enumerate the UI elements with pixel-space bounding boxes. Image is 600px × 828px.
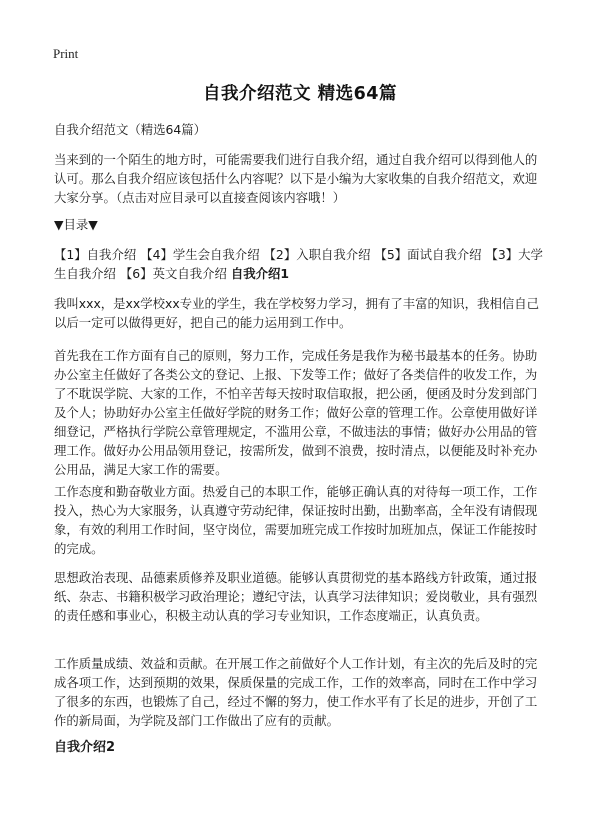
paragraph: 我叫xxx，是xx学校xx专业的学生，我在学校努力学习，拥有了丰富的知识，我相信自己以后一定可以做得更好，把自己的能力运用到工作中。 bbox=[54, 296, 540, 330]
table-of-contents bbox=[54, 245, 548, 283]
toc-item-3[interactable]: 【3】大学生自我介绍 bbox=[54, 247, 543, 281]
page-title: 自我介绍范文 精选64篇 bbox=[203, 84, 397, 104]
paragraph: 工作质量成绩、效益和贡献。在开展工作之前做好个人工作计划，有主次的先后及时的完成各项工作，达到预期的效果，保质保量的完成工作，工作的效率高，同时在工作中学习了很多的东西，也锻炼了自己，经过不懈的努力，使工作水平有了长足的进步，开创了工作的新局面，为学院及部门工作做出了应有的贡献。 bbox=[54, 656, 538, 728]
paragraph: 首先我在工作方面有自己的原则，努力工作，完成任务是我作为秘书最基本的任务。协助办公室主任做好了各类公文的登记、上报、下发等工作；做好了各类信件的收发工作，为了不耽误学院、大家的工作，不怕辛苦每天按时取信取报，把公函，便函及时分发到部门及个人；协助好办公室主任做好学院的财务工作；做好公章的管理工作。公章使用做好详细登记，严格执行学院公章管理规定，不滥用公章，不做违法的事情；做好办公用品的管理工作。做好办公用品领用登记，按需所发，做到不浪费，按时清点，以便能及时补充办公用品，满足大家工作的需要。 bbox=[54, 348, 538, 477]
paragraph: 工作态度和勤奋敬业方面。热爱自己的本职工作，能够正确认真的对待每一项工作，工作投入，热心为大家服务，认真遵守劳动纪律，保证按时出勤，出勤率高，全年没有请假现象，有效的利用工作时间，坚守岗位，需要加班完成工作按时加班加点，保证工作能按时的完成。 bbox=[54, 484, 538, 556]
toc-item-4[interactable]: 【4】学生会自我介绍 bbox=[140, 247, 260, 262]
section-1-title: 自我介绍1 bbox=[230, 266, 290, 281]
subtitle: 自我介绍范文（精选64篇） bbox=[54, 122, 207, 137]
toc-item-5[interactable]: 【5】面试自我介绍 bbox=[374, 247, 482, 262]
toc-item-1[interactable]: 【1】自我介绍 bbox=[54, 247, 137, 262]
paragraph: 思想政治表现、品德素质修养及职业道德。能够认真贯彻党的基本路线方针政策，通过报纸、杂志、书籍积极学习政治理论；遵纪守法，认真学习法律知识；爱岗敬业，具有强烈的责任感和事业心，积极主动认真的学习专业知识，工作态度端正，认真负责。 bbox=[54, 570, 538, 623]
intro-paragraph: 当来到的一个陌生的地方时，可能需要我们进行自我介绍，通过自我介绍可以得到他人的认可。那么自我介绍应该包括什么内容呢？以下是小编为大家收集的自我介绍范文，欢迎大家分享。（点击对应目录可以直接查阅该内容哦！） bbox=[54, 152, 538, 205]
toc-item-2[interactable]: 【2】入职自我介绍 bbox=[263, 247, 371, 262]
toc-item-6[interactable]: 【6】英文自我介绍 bbox=[119, 266, 227, 281]
toc-heading: ▼目录▼ bbox=[54, 217, 98, 232]
section-2-title: 自我介绍2 bbox=[54, 740, 116, 755]
print-label[interactable]: Print bbox=[53, 46, 79, 61]
